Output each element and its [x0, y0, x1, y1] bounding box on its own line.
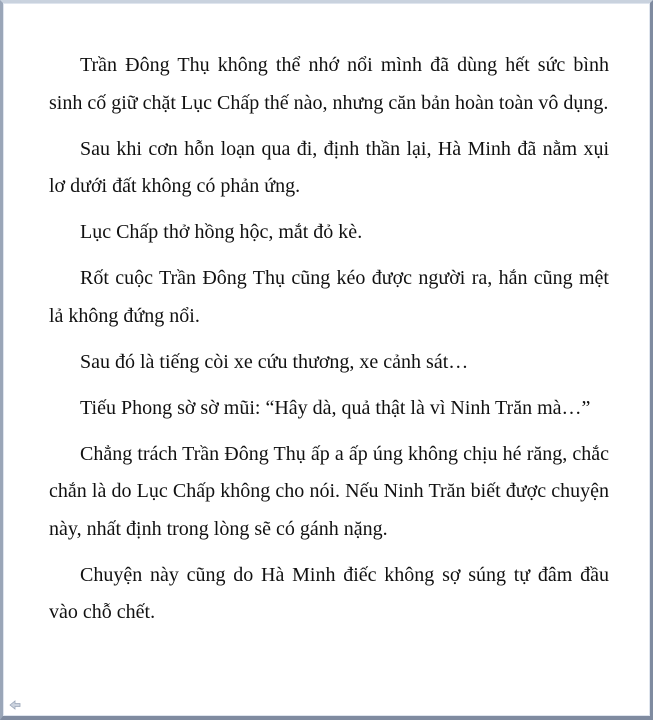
document-body — [49, 47, 609, 640]
small-arrow-icon — [9, 698, 21, 710]
paragraph-7: Chẳng trách Trần Đông Thụ ấp a ấp úng không chịu hé răng, chắc chắn là do Lục Chấp không cho nói. Nếu Ninh Trăn biết được chuyện này, nhất định trong lòng sẽ có gánh nặng. — [49, 442, 609, 540]
paragraph-6: Tiếu Phong sờ sờ mũi: “Hây dà, quả thật là vì Ninh Trăn mà…” — [80, 396, 591, 419]
paragraph-3: Lục Chấp thở hồng hộc, mắt đỏ kè. — [80, 221, 363, 243]
paragraph-2: Sau khi cơn hỗn loạn qua đi, định thần lại, Hà Minh đã nằm xụi lơ dưới đất không có phản ứng. — [49, 137, 609, 197]
paragraph-1: Trần Đông Thụ không thể nhớ nổi mình đã dùng hết sức bình sinh cố giữ chặt Lục Chấp thế nào, nhưng căn bản hoàn toàn vô dụng. — [49, 54, 609, 114]
paragraph-8: Chuyện này cũng do Hà Minh điếc không sợ súng tự đâm đầu vào chỗ chết. — [49, 563, 609, 623]
paragraph-4: Rốt cuộc Trần Đông Thụ cũng kéo được người ra, hắn cũng mệt lả không đứng nổi. — [49, 267, 609, 327]
paragraph-5: Sau đó là tiếng còi xe cứu thương, xe cảnh sát… — [80, 350, 469, 373]
